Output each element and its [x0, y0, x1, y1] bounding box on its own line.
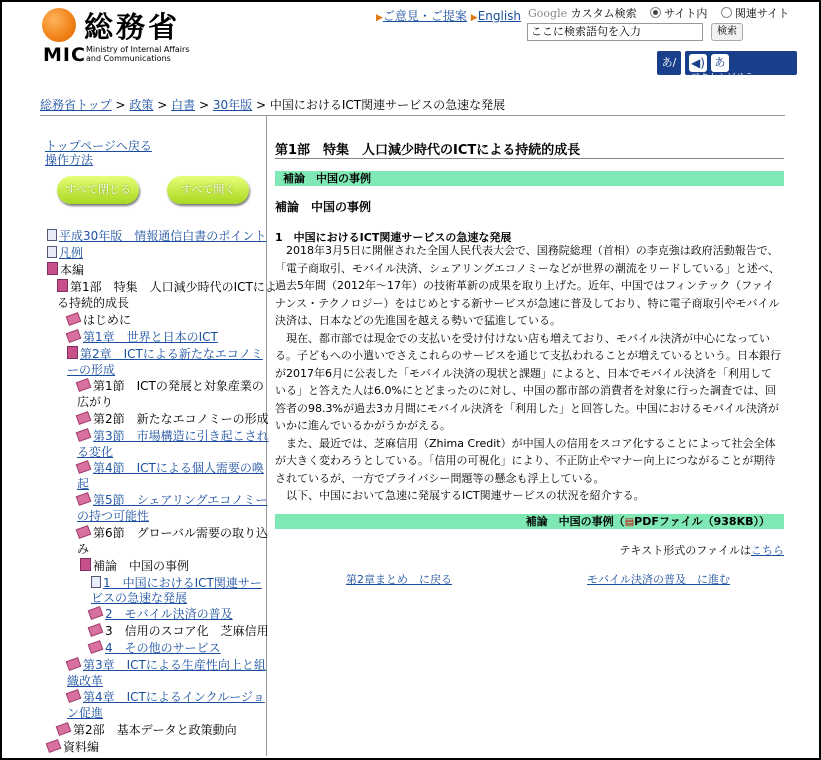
tree-label[interactable]: の持つ可能性 [77, 509, 150, 523]
breadcrumb-sep: > [115, 98, 126, 112]
tree-label[interactable]: る変化 [77, 445, 114, 459]
closed-book-icon [66, 657, 82, 671]
tree-label[interactable]: 第4節 ICTによる個人需要の喚 [93, 461, 264, 475]
tree-label[interactable]: 2 モバイル決済の普及 [105, 607, 233, 621]
body-line: 「電子商取引、モバイル決済、シェアリングエコノミーなどが世界の潮流をリードしている」と述べ、 [275, 261, 780, 275]
tree-label[interactable]: 第2節 新たなエコノミーの形成 [93, 412, 269, 426]
body-line: いる」と答えた人は6.0%にとどまったのに対し、中国の都市部の消費者を対象に行った調査では、回 [275, 384, 776, 397]
tree-item[interactable] [67, 329, 218, 345]
google-logo: Google [528, 7, 568, 20]
closed-book-icon [46, 739, 62, 753]
logo-title[interactable]: 総務省 [84, 10, 181, 44]
logo-en-line1: Ministry of Internal Affairs [86, 45, 190, 54]
tree-label[interactable]: 第4章 ICTによるインクルージョ [83, 690, 265, 704]
body-line: が2017年6月に公表した「モバイル決済の現状と課題」によると、日本でモバイル決済を「利用して [275, 366, 772, 380]
tree-item-cont[interactable] [77, 541, 89, 557]
body-line: 決済は、日本などの先進国を越える勢いで猛進している。 [275, 314, 561, 327]
arrow-right-icon: ▶ [470, 13, 478, 23]
body-text [275, 242, 787, 505]
tree-item-cont[interactable] [57, 295, 129, 311]
closed-book-icon [66, 689, 82, 703]
subsection-title: 1 中国におけるICT関連サービスの急速な発展 [275, 231, 512, 244]
body-line: ナンス・テクノロジー）をはじめとする新サービスが急速に普及しており、特に電子商取引やモバイル [275, 296, 780, 310]
header-links [376, 7, 521, 24]
tree-item[interactable] [89, 623, 269, 639]
title-rule [275, 158, 784, 159]
tree-item-cont[interactable] [91, 590, 187, 606]
tree-item[interactable] [47, 228, 266, 244]
breadcrumb-sep: > [255, 98, 266, 112]
radio-related-label[interactable]: 関連サイト [734, 7, 790, 20]
breadcrumb-policy[interactable]: 政策 [129, 98, 154, 112]
radio-site-label[interactable]: サイト内 [664, 7, 708, 20]
feedback-link[interactable]: ご意見・ご提案 [382, 9, 467, 23]
open-book-icon [47, 262, 58, 275]
tree-label[interactable]: 織改革 [67, 674, 104, 688]
breadcrumb-current: 中国におけるICT関連サービスの急速な発展 [269, 98, 506, 112]
back-to-top-link[interactable]: トップページへ戻る [45, 139, 152, 153]
howto-link[interactable]: 操作方法 [45, 153, 94, 167]
tree-item[interactable] [77, 411, 269, 427]
tree-label[interactable]: ン促進 [67, 706, 104, 720]
body-line: いかに進んでいるかがうかがえる。 [275, 419, 451, 432]
logo-en-line2: and Communications [86, 54, 171, 63]
document-icon [91, 576, 101, 588]
tree-item[interactable] [67, 657, 266, 673]
font-size-tool-button[interactable]: あ/あ [657, 51, 681, 75]
breadcrumb [40, 96, 505, 113]
body-line: 2018年3月5日に開催された全国人民代表大会で、国務院総理（首相）の李克強は政府活動報告で、 [275, 244, 779, 257]
body-line: る。子どもへの小遣いでさえこれらのサービスを通じて支払われることが増えているという。日本銀行 [275, 349, 781, 362]
tree-label[interactable]: 1 中国におけるICT関連サー [103, 576, 262, 590]
closed-book-icon [76, 492, 92, 506]
text-file-link[interactable]: こちら [751, 544, 784, 557]
body-line: が大きく変わろうとしている。「信用の可視化」により、不正防止やマナー向上につながることが期待 [275, 454, 776, 467]
tree-label[interactable]: 第1章 世界と日本のICT [83, 330, 218, 344]
body-line: されているが、一方でプライバシー問題等の懸念も浮上している。 [275, 471, 605, 485]
logo-mic-text[interactable]: MIC [43, 44, 86, 66]
arrow-right-icon: ▶ [376, 13, 383, 23]
tree-label[interactable]: 補論 中国の事例 [93, 559, 190, 573]
tree-label[interactable]: 第3節 市場構造に引き起こされ [93, 429, 269, 443]
closed-book-icon [56, 722, 72, 736]
tree-item[interactable] [67, 312, 131, 328]
pdf-link[interactable]: PDFファイル（938KB） [634, 515, 759, 528]
open-book-icon [80, 558, 91, 571]
section-title: 補論 中国の事例 [275, 200, 372, 214]
closed-book-icon [66, 329, 82, 343]
tree-item[interactable] [47, 262, 84, 278]
tree-label[interactable]: 第3章 ICTによる生産性向上と組 [83, 658, 266, 672]
tree-item[interactable] [57, 279, 277, 295]
tree-item[interactable] [47, 245, 83, 261]
pdf-icon: ▤ [624, 517, 635, 528]
tree-item[interactable] [77, 428, 269, 444]
document-icon [47, 229, 57, 241]
text-file-line [560, 542, 784, 558]
tree-item[interactable] [80, 558, 189, 574]
accessibility-tool-button[interactable] [685, 51, 797, 94]
speaker-icon: ◀) [689, 54, 707, 72]
reader-icon: あ [711, 54, 729, 72]
tree-item[interactable] [91, 575, 262, 591]
collapse-all-button[interactable]: すべて閉じる [57, 176, 139, 204]
section-band [275, 171, 784, 186]
closed-book-icon [76, 428, 92, 442]
tree-item[interactable] [77, 525, 268, 541]
breadcrumb-top[interactable]: 総務省トップ [40, 98, 112, 112]
tree-item[interactable] [77, 492, 267, 508]
expand-all-button[interactable]: すべて開く [167, 176, 249, 204]
tree-label[interactable]: 起 [77, 477, 90, 491]
part-title: 第1部 特集 人口減少時代のICTによる持続的成長 [275, 143, 581, 158]
tree-label[interactable]: る持続的成長 [57, 296, 130, 310]
body-line: 現在、都市部では現金での支払いを受け付けない店も増えており、モバイル決済が中心になってい [275, 331, 770, 345]
custom-search-label: カスタム検索 [570, 7, 637, 20]
tree-label[interactable]: 第2部 基本データと政策動向 [73, 723, 237, 737]
breadcrumb-year[interactable]: 30年版 [212, 98, 253, 112]
tree-label[interactable]: 第1節 ICTの発展と対象産業の [93, 379, 264, 393]
accessibility-label [691, 73, 762, 95]
mic-logo-mark[interactable] [42, 8, 76, 42]
open-book-icon [57, 279, 68, 292]
tree-item-cont[interactable] [77, 476, 89, 492]
tree-item[interactable] [77, 460, 264, 476]
header-divider [40, 115, 785, 116]
search-options [528, 5, 789, 21]
tree-item-cont[interactable] [67, 673, 103, 689]
closed-book-icon [76, 378, 92, 392]
tree-item[interactable] [89, 606, 233, 622]
open-book-icon [67, 346, 78, 359]
pdf-prefix: 補論 中国の事例（ [525, 515, 625, 528]
body-line: 以下、中国において急速に発展するICT関連サービスの状況を紹介する。 [275, 489, 645, 502]
closed-book-icon [88, 606, 104, 620]
breadcrumb-whitepaper[interactable]: 白書 [171, 98, 196, 112]
tree-label[interactable]: 資料編 [63, 740, 100, 754]
tree-label[interactable]: 第2章 ICTによる新たなエコノミ [80, 347, 263, 361]
body-line: また、最近では、芝麻信用（Zhima Credit）が中国人の信用をスコア化することによって社会全体 [275, 436, 776, 450]
tree-item-cont[interactable] [67, 362, 115, 378]
closed-book-icon [76, 411, 92, 425]
tree-item-cont[interactable] [77, 444, 113, 460]
prev-link[interactable]: 第2章まとめ に戻る [346, 573, 452, 586]
tree-label[interactable]: ーの形成 [67, 363, 116, 377]
document-icon [47, 246, 57, 258]
english-link[interactable]: English [477, 9, 522, 23]
breadcrumb-sep: > [198, 98, 209, 112]
nav-top-links [45, 139, 152, 167]
radio-site-icon[interactable] [650, 7, 661, 18]
closed-book-icon [88, 623, 104, 637]
tree-item[interactable] [67, 346, 263, 362]
search-button[interactable]: 検索 [711, 23, 743, 41]
closed-book-icon [76, 525, 92, 539]
tree-item-cont[interactable] [67, 705, 103, 721]
closed-book-icon [66, 312, 82, 326]
tree-item-cont[interactable] [77, 508, 149, 524]
pdf-suffix: ） [759, 515, 770, 528]
radio-related-icon[interactable] [721, 7, 732, 18]
closed-book-icon [88, 640, 104, 654]
tree-item[interactable] [47, 739, 99, 755]
tree-label[interactable]: 3 信用のスコア化 芝麻信用 [105, 624, 269, 638]
tree-item[interactable] [67, 689, 265, 705]
breadcrumb-sep: > [157, 98, 168, 112]
tree-label[interactable]: はじめに [83, 313, 132, 327]
body-line: 過去5年間（2012年〜17年）の技術革新の成果を取り上げた。近年、中国ではフィンテック（ファイ [275, 279, 774, 292]
tree-item[interactable] [89, 640, 221, 656]
tree-label[interactable]: 第6節 グローバル需要の取り込 [93, 526, 269, 540]
tree-label[interactable]: 本編 [60, 263, 85, 277]
tree-item[interactable] [57, 722, 237, 738]
logo-english-name [86, 45, 189, 63]
tree-label[interactable]: ビスの急速な発展 [91, 591, 188, 605]
next-link[interactable]: モバイル決済の普及 に進む [587, 573, 730, 586]
body-line: 答者の98.3%が過去3カ月間にモバイル決済を「利用した」と回答した。中国におけるモバイル決済が [275, 401, 779, 415]
tree-label[interactable]: み [77, 542, 90, 556]
tree-item[interactable] [77, 378, 264, 394]
tree-label[interactable]: 第5節 シェアリングエコノミー [93, 493, 268, 507]
text-file-prefix: テキスト形式のファイルは [619, 544, 751, 557]
closed-book-icon [76, 460, 92, 474]
tree-label[interactable]: 広がり [77, 395, 114, 409]
accessibility-label-line1: アクセシビリティ [691, 73, 762, 83]
search-input[interactable]: ここに検索語句を入力 [527, 23, 703, 41]
tree-label[interactable]: 第1部 特集 人口減少時代のICTによ [70, 280, 277, 294]
tree-label[interactable]: 凡例 [59, 246, 84, 260]
tree-item-cont[interactable] [77, 394, 113, 410]
section-band-label: 補論 中国の事例 [283, 172, 371, 185]
pdf-band [275, 514, 784, 529]
tree-label[interactable]: 平成30年版 情報通信白書のポイント [59, 229, 267, 243]
accessibility-label-line2: 閲覧支援ツール [691, 84, 754, 94]
tree-label[interactable]: 4 その他のサービス [105, 641, 221, 655]
